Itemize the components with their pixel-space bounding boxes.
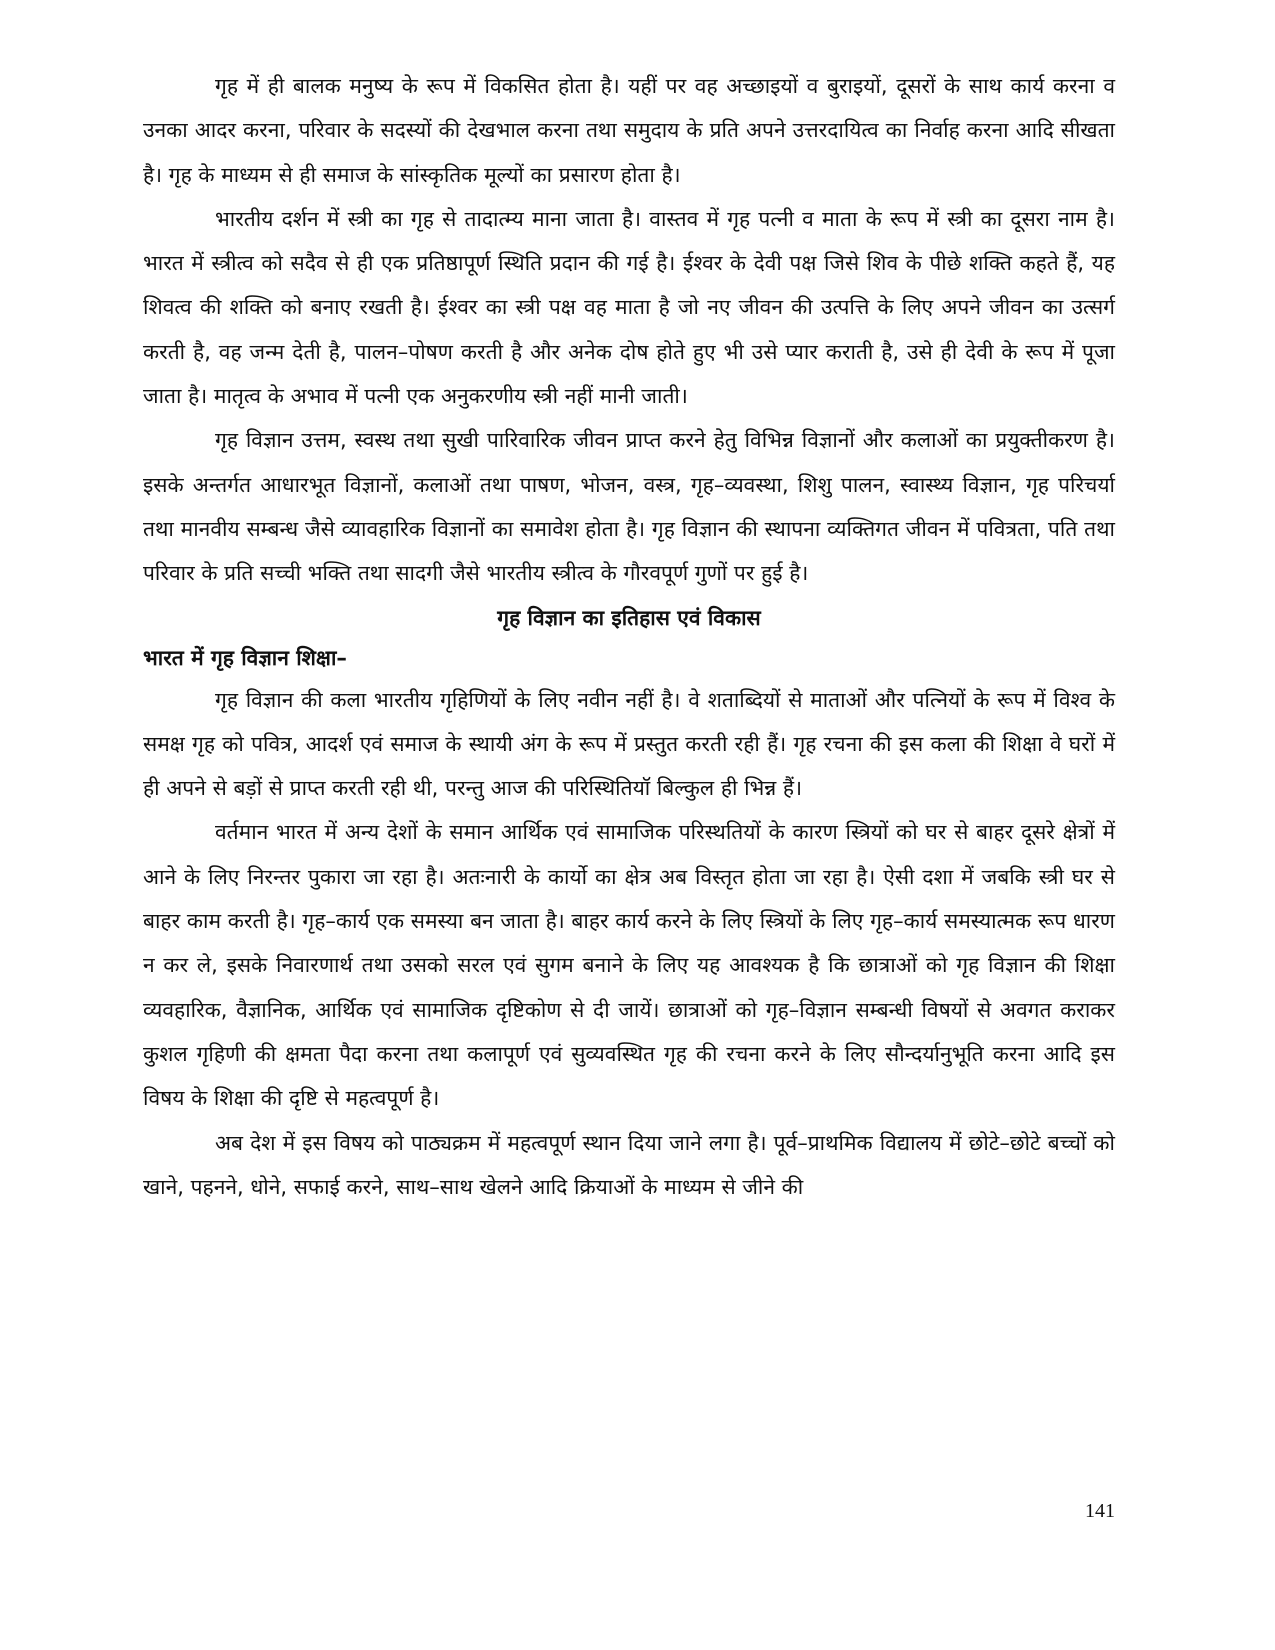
paragraph-2: भारतीय दर्शन में स्त्री का गृह से तादात्म्य माना जाता है। वास्तव में गृह पत्नी व माता के रूप में स्त्री का दूसरा नाम है। भारत में स्त्रीत्व को सदैव से ही एक प्रतिष्ठापूर्ण स्थिति प्रदान की गई है। ईश्वर के देवी पक्ष जिसे शिव के पीछे शक्ति कहते हैं, यह शिवत्व की शक्ति को बनाए रखती है। ईश्वर का स्त्री पक्ष वह माता है जो नए जीवन की उत्पत्ति के लिए अपने जीवन का उत्सर्ग करती है, वह जन्म देती है, पालन–पोषण करती है और अनेक दोष होते हुए भी उसे प्यार कराती है, उसे ही देवी के रूप में पूजा जाता है। मातृत्व के अभाव में पत्नी एक अनुकरणीय स्त्री नहीं मानी जाती। (143, 206, 1115, 409)
paragraph-1: गृह में ही बालक मनुष्य के रूप में विकसित होता है। यहीं पर वह अच्छाइयों व बुराइयों, दूसरों के साथ कार्य करना व उनका आदर करना, परिवार के सदस्यों की देखभाल करना तथा समुदाय के प्रति अपने उत्तरदायित्व का निर्वाह करना आदि सीखता है। गृह के माध्यम से ही समाज के सांस्कृतिक मूल्यों का प्रसारण होता है। (143, 74, 1115, 187)
sub-heading: भारत में गृह विज्ञान शिक्षा– (143, 645, 347, 670)
page-body (143, 64, 1115, 1209)
paragraph-3: गृह विज्ञान उत्तम, स्वस्थ तथा सुखी पारिवारिक जीवन प्राप्त करने हेतु विभिन्न विज्ञानों और कलाओं का प्रयुक्तीकरण है। इसके अन्तर्गत आधारभूत विज्ञानों, कलाओं तथा पाषण, भोजन, वस्त्र, गृह–व्यवस्था, शिशु पालन, स्वास्थ्य विज्ञान, गृह परिचर्या तथा मानवीय सम्बन्ध जैसे व्यावहारिक विज्ञानों का समावेश होता है। गृह विज्ञान की स्थापना व्यक्तिगत जीवन में पवित्रता, पति तथा परिवार के प्रति सच्ची भक्ति तथा सादगी जैसे भारतीय स्त्रीत्व के गौरवपूर्ण गुणों पर हुई है। (143, 428, 1115, 586)
paragraph-4: गृह विज्ञान की कला भारतीय गृहिणियों के लिए नवीन नहीं है। वे शताब्दियों से माताओं और पत्नियों के रूप में विश्व के समक्ष गृह को पवित्र, आदर्श एवं समाज के स्थायी अंग के रूप में प्रस्तुत करती रही हैं। गृह रचना की इस कला की शिक्षा वे घरों में ही अपने से बड़ों से प्राप्त करती रही थी, परन्तु आज की परिस्थितियॉ बिल्कुल ही भिन्न हैं। (143, 687, 1115, 801)
section-heading: गृह विज्ञान का इतिहास एवं विकास (497, 605, 761, 630)
paragraph-6: अब देश में इस विषय को पाठ्यक्रम में महत्वपूर्ण स्थान दिया जाने लगा है। पूर्व–प्राथमिक विद्यालय में छोटे–छोटे बच्चों को खाने, पहनने, धोने, सफाई करने, साथ–साथ खेलने आदि क्रियाओं के माध्यम से जीने की (143, 1130, 1115, 1199)
page-number: 141 (1085, 1500, 1115, 1522)
paragraph-5: वर्तमान भारत में अन्य देशों के समान आर्थिक एवं सामाजिक परिस्थतियों के कारण स्त्रियों को घर से बाहर दूसरे क्षेत्रों में आने के लिए निरन्तर पुकारा जा रहा है। अतःनारी के कार्यो का क्षेत्र अब विस्तृत होता जा रहा है। ऐसी दशा में जबकि स्त्री घर से बाहर काम करती है। गृह–कार्य एक समस्या बन जाता है। बाहर कार्य करने के लिए स्त्रियों के लिए गृह–कार्य समस्यात्मक रूप धारण न कर ले, इसके निवारणार्थ तथा उसको सरल एवं सुगम बनाने के लिए यह आवश्यक है कि छात्राओं को गृह विज्ञान की शिक्षा व्यवहारिक, वैज्ञानिक, आर्थिक एवं सामाजिक दृष्टिकोण से दी जायें। छात्राओं को गृह–विज्ञान सम्बन्धी विषयों से अवगत कराकर कुशल गृहिणी की क्षमता पैदा करना तथा कलापूर्ण एवं सुव्यवस्थित गृह की रचना करने के लिए सौन्दर्यानुभूति करना आदि इस विषय के शिक्षा की दृष्टि से महत्वपूर्ण है। (143, 820, 1115, 1111)
